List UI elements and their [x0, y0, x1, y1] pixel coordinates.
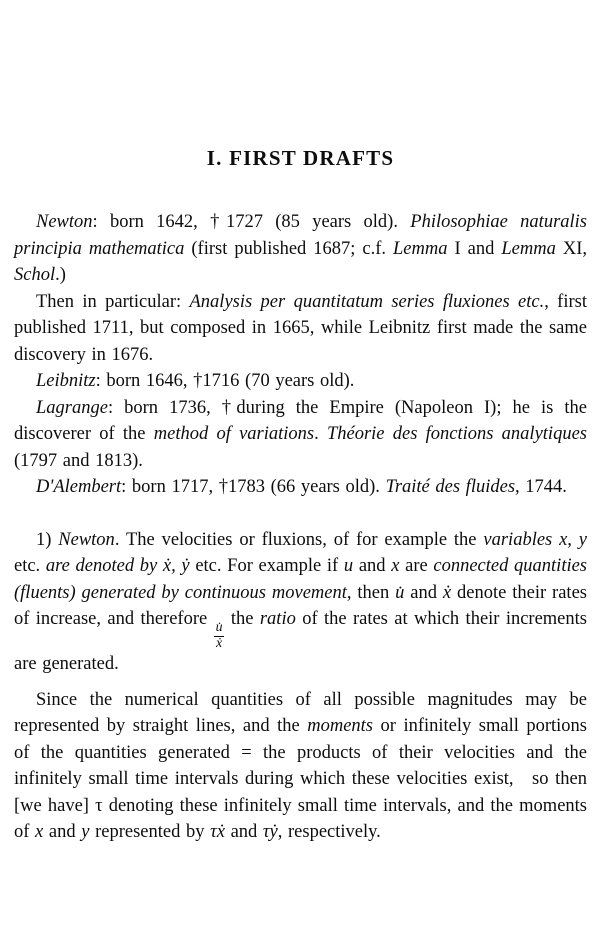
text-run: represented by [89, 822, 211, 843]
text-run: x [35, 822, 44, 843]
text-run: and [43, 822, 82, 843]
text-run: Philosophiae naturalis principia mathematica [14, 212, 588, 259]
paragraph-section-1-newton-fluxions [14, 527, 587, 678]
text-run: τẏ [262, 822, 278, 843]
text-run: denote their rates of increase, and therefore [14, 582, 587, 629]
text-run: : born 1717, †1783 (66 years old). [121, 477, 386, 497]
text-run: Since the numerical quantities of all possible magnitudes may be represented by straight lines, and the [14, 689, 587, 737]
text-run: : born 1736, †during the Empire (Napoleon I); he is the discoverer of the [14, 397, 587, 444]
text-run: and [224, 822, 263, 843]
text-run: are [399, 556, 434, 576]
text-run: (1797 and 1813). [14, 450, 143, 471]
text-run: . [314, 424, 327, 444]
text-run: (first published 1687; c.f. [184, 238, 394, 259]
text-run: variables x, y [483, 529, 587, 550]
text-run: Newton [58, 529, 115, 550]
paragraph-dalembert-bio [14, 474, 587, 501]
text-run: D'Alembert [36, 477, 122, 497]
text-run: moments [307, 716, 373, 737]
text-run: , respectively. [277, 822, 381, 843]
text-run: x [391, 556, 400, 576]
text-run: , 1744. [515, 477, 567, 497]
paragraph-lagrange-bio [14, 395, 587, 475]
paragraph-leibnitz-bio [14, 368, 587, 395]
text-run: Théorie des fonctions analytiques [326, 424, 587, 444]
text-run: τẋ [210, 822, 225, 843]
text-run: Newton [36, 212, 93, 232]
page-title: I. FIRST DRAFTS [206, 146, 395, 170]
text-run: are denoted by ẋ, ẏ [45, 556, 190, 576]
text-run: u̇ [395, 582, 405, 603]
text-run: Traité des fluides [385, 477, 516, 497]
text-run: , first published 1711, but composed in 1665, while Leibnitz first made the same discovery in 1676. [14, 291, 587, 365]
text-run: XI, [555, 238, 587, 259]
text-run: : born 1646, †1716 (70 years old). [95, 371, 355, 391]
text-run: connected quantities (fluents) generated by continuous movement [14, 556, 588, 603]
text-run: .) [55, 265, 66, 285]
text-run: and [353, 556, 392, 576]
paragraph-moments-paragraph [14, 687, 587, 846]
text-run: etc. [14, 556, 46, 576]
fraction-denominator: ẋ [215, 635, 223, 651]
text-run: Analysis per quantitatum series fluxiones etc. [189, 291, 545, 312]
text-run: Lemma [501, 238, 556, 259]
text-run: . The velocities or fluxions, of for example the [114, 529, 484, 550]
text-run: Leibnitz [36, 371, 96, 391]
text-run: method of variations [153, 424, 315, 444]
text-run: u [343, 556, 354, 576]
text-run: y [81, 822, 90, 843]
text-run: and [404, 582, 443, 603]
text-run: of the rates at which their increments are generated. [14, 609, 587, 675]
text-run: etc. For example if [189, 556, 344, 576]
fraction-u-dot-over-x-dot [214, 621, 225, 651]
text-run: , then [346, 582, 396, 603]
text-run: Lemma [393, 238, 448, 259]
text-run: I and [447, 238, 502, 259]
text-run: Schol [14, 265, 56, 285]
text-run: the [224, 609, 260, 629]
paragraph-newton-works [14, 289, 587, 369]
text-run: ratio [259, 609, 296, 629]
fraction-numerator: u̇ [215, 619, 223, 635]
text-run: 1) [36, 529, 59, 550]
text-run: or infinitely small portions of the quantities generated = the products of their velocities and the infinitely small time intervals during which these velocities exist, so then [we have] τ denoting these infinitely small time intervals, and the moments of [14, 716, 588, 843]
text-run: : born 1642, †1727 (85 years old). [92, 212, 411, 232]
text-run: Then in particular: [36, 291, 190, 312]
paragraph-newton-bio [14, 209, 587, 289]
text-run: Lagrange [36, 397, 108, 418]
text-run: ẋ [442, 582, 452, 603]
page-body [14, 209, 587, 846]
